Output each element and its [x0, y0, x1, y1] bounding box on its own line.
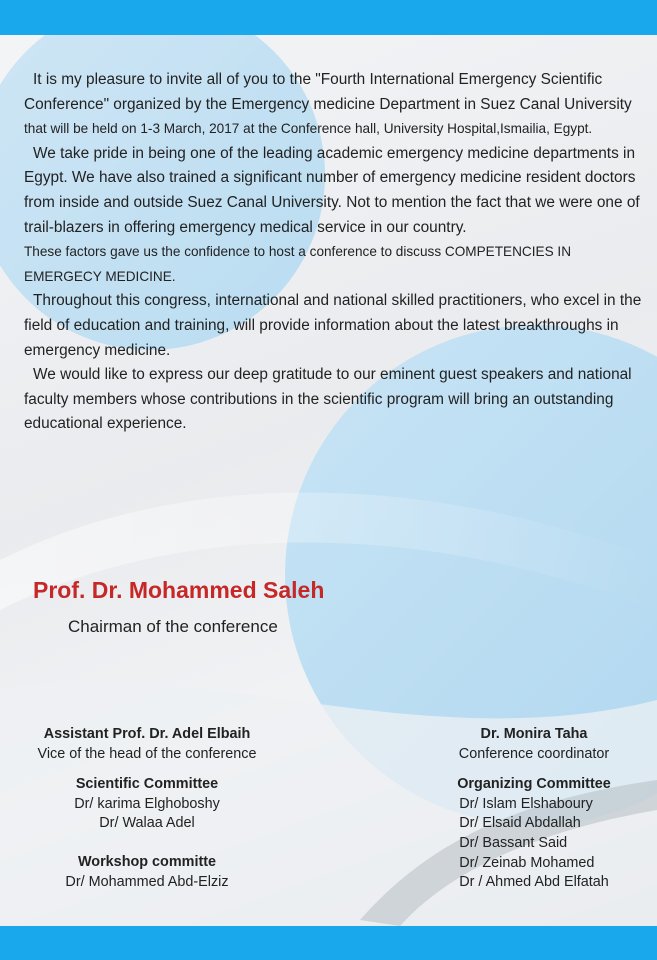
organizing-committee-member: Dr/ Islam Elshaboury: [459, 795, 593, 812]
scientific-committee-heading: Scientific Committee: [75, 776, 219, 793]
top-accent-bar: [0, 0, 657, 35]
organizing-committee-member: Dr/ Zeinab Mohamed: [459, 854, 595, 871]
left-committee-column: [22, 725, 272, 892]
letter-paragraph-3: Throughout this congress, international and national skilled practitioners, who excel in the field of education and training, will provide information about the latest breakthroughs in emergency medicine.: [24, 292, 642, 359]
letter-paragraph-2-continued: These factors gave us the confidence to host a conference to discuss COMPETENCIES IN EMERGECY MEDICINE.: [24, 244, 572, 284]
organizing-committee-member: Dr/ Bassant Said: [459, 834, 568, 851]
scientific-committee-member: Dr/ Walaa Adel: [99, 815, 195, 832]
letter-paragraph-4: We would like to express our deep gratitude to our eminent guest speakers and national faculty members whose contributions in the scientific program will bring an outstanding educational experience.: [24, 366, 632, 433]
right-committee-column: [434, 725, 634, 893]
organizing-committee-list: [459, 795, 609, 893]
organizing-committee-heading: Organizing Committee: [457, 776, 611, 793]
vice-head-name: Assistant Prof. Dr. Adel Elbaih: [43, 726, 251, 742]
organizing-committee-member: Dr / Ahmed Abd Elfatah: [459, 874, 609, 891]
letter-paragraph-2: We take pride in being one of the leading academic emergency medicine departments in Egypt. We have also trained a significant number of emergency medicine resident doctors from inside and outside Suez Canal University. Not to mention the fact that we were one of trail-blazers in offering emergency medical service in our country.: [24, 144, 640, 236]
scientific-committee-member: Dr/ karima Elghoboshy: [74, 795, 220, 812]
vice-head-role: Vice of the head of the conference: [37, 745, 257, 762]
invitation-letter: [24, 68, 648, 437]
workshop-committee-member: Dr/ Mohammed Abd-Elziz: [65, 873, 229, 890]
workshop-committee-heading: Workshop committe: [77, 853, 217, 870]
signer-title: Chairman of the conference: [68, 617, 278, 636]
letter-paragraph-1: It is my pleasure to invite all of you to the "Fourth International Emergency Scientific Conference" organized by the Emergency medicine Department in Suez Canal University: [24, 71, 632, 113]
coordinator-role: Conference coordinator: [458, 745, 610, 762]
coordinator-name: Dr. Monira Taha: [480, 726, 588, 742]
organizing-committee-member: Dr/ Elsaid Abdallah: [459, 815, 581, 832]
signer-name: Prof. Dr. Mohammed Saleh: [33, 577, 325, 603]
bottom-accent-bar: [0, 926, 657, 960]
letter-paragraph-1-details: that will be held on 1-3 March, 2017 at the Conference hall, University Hospital,Ismailia, Egypt.: [24, 121, 593, 137]
